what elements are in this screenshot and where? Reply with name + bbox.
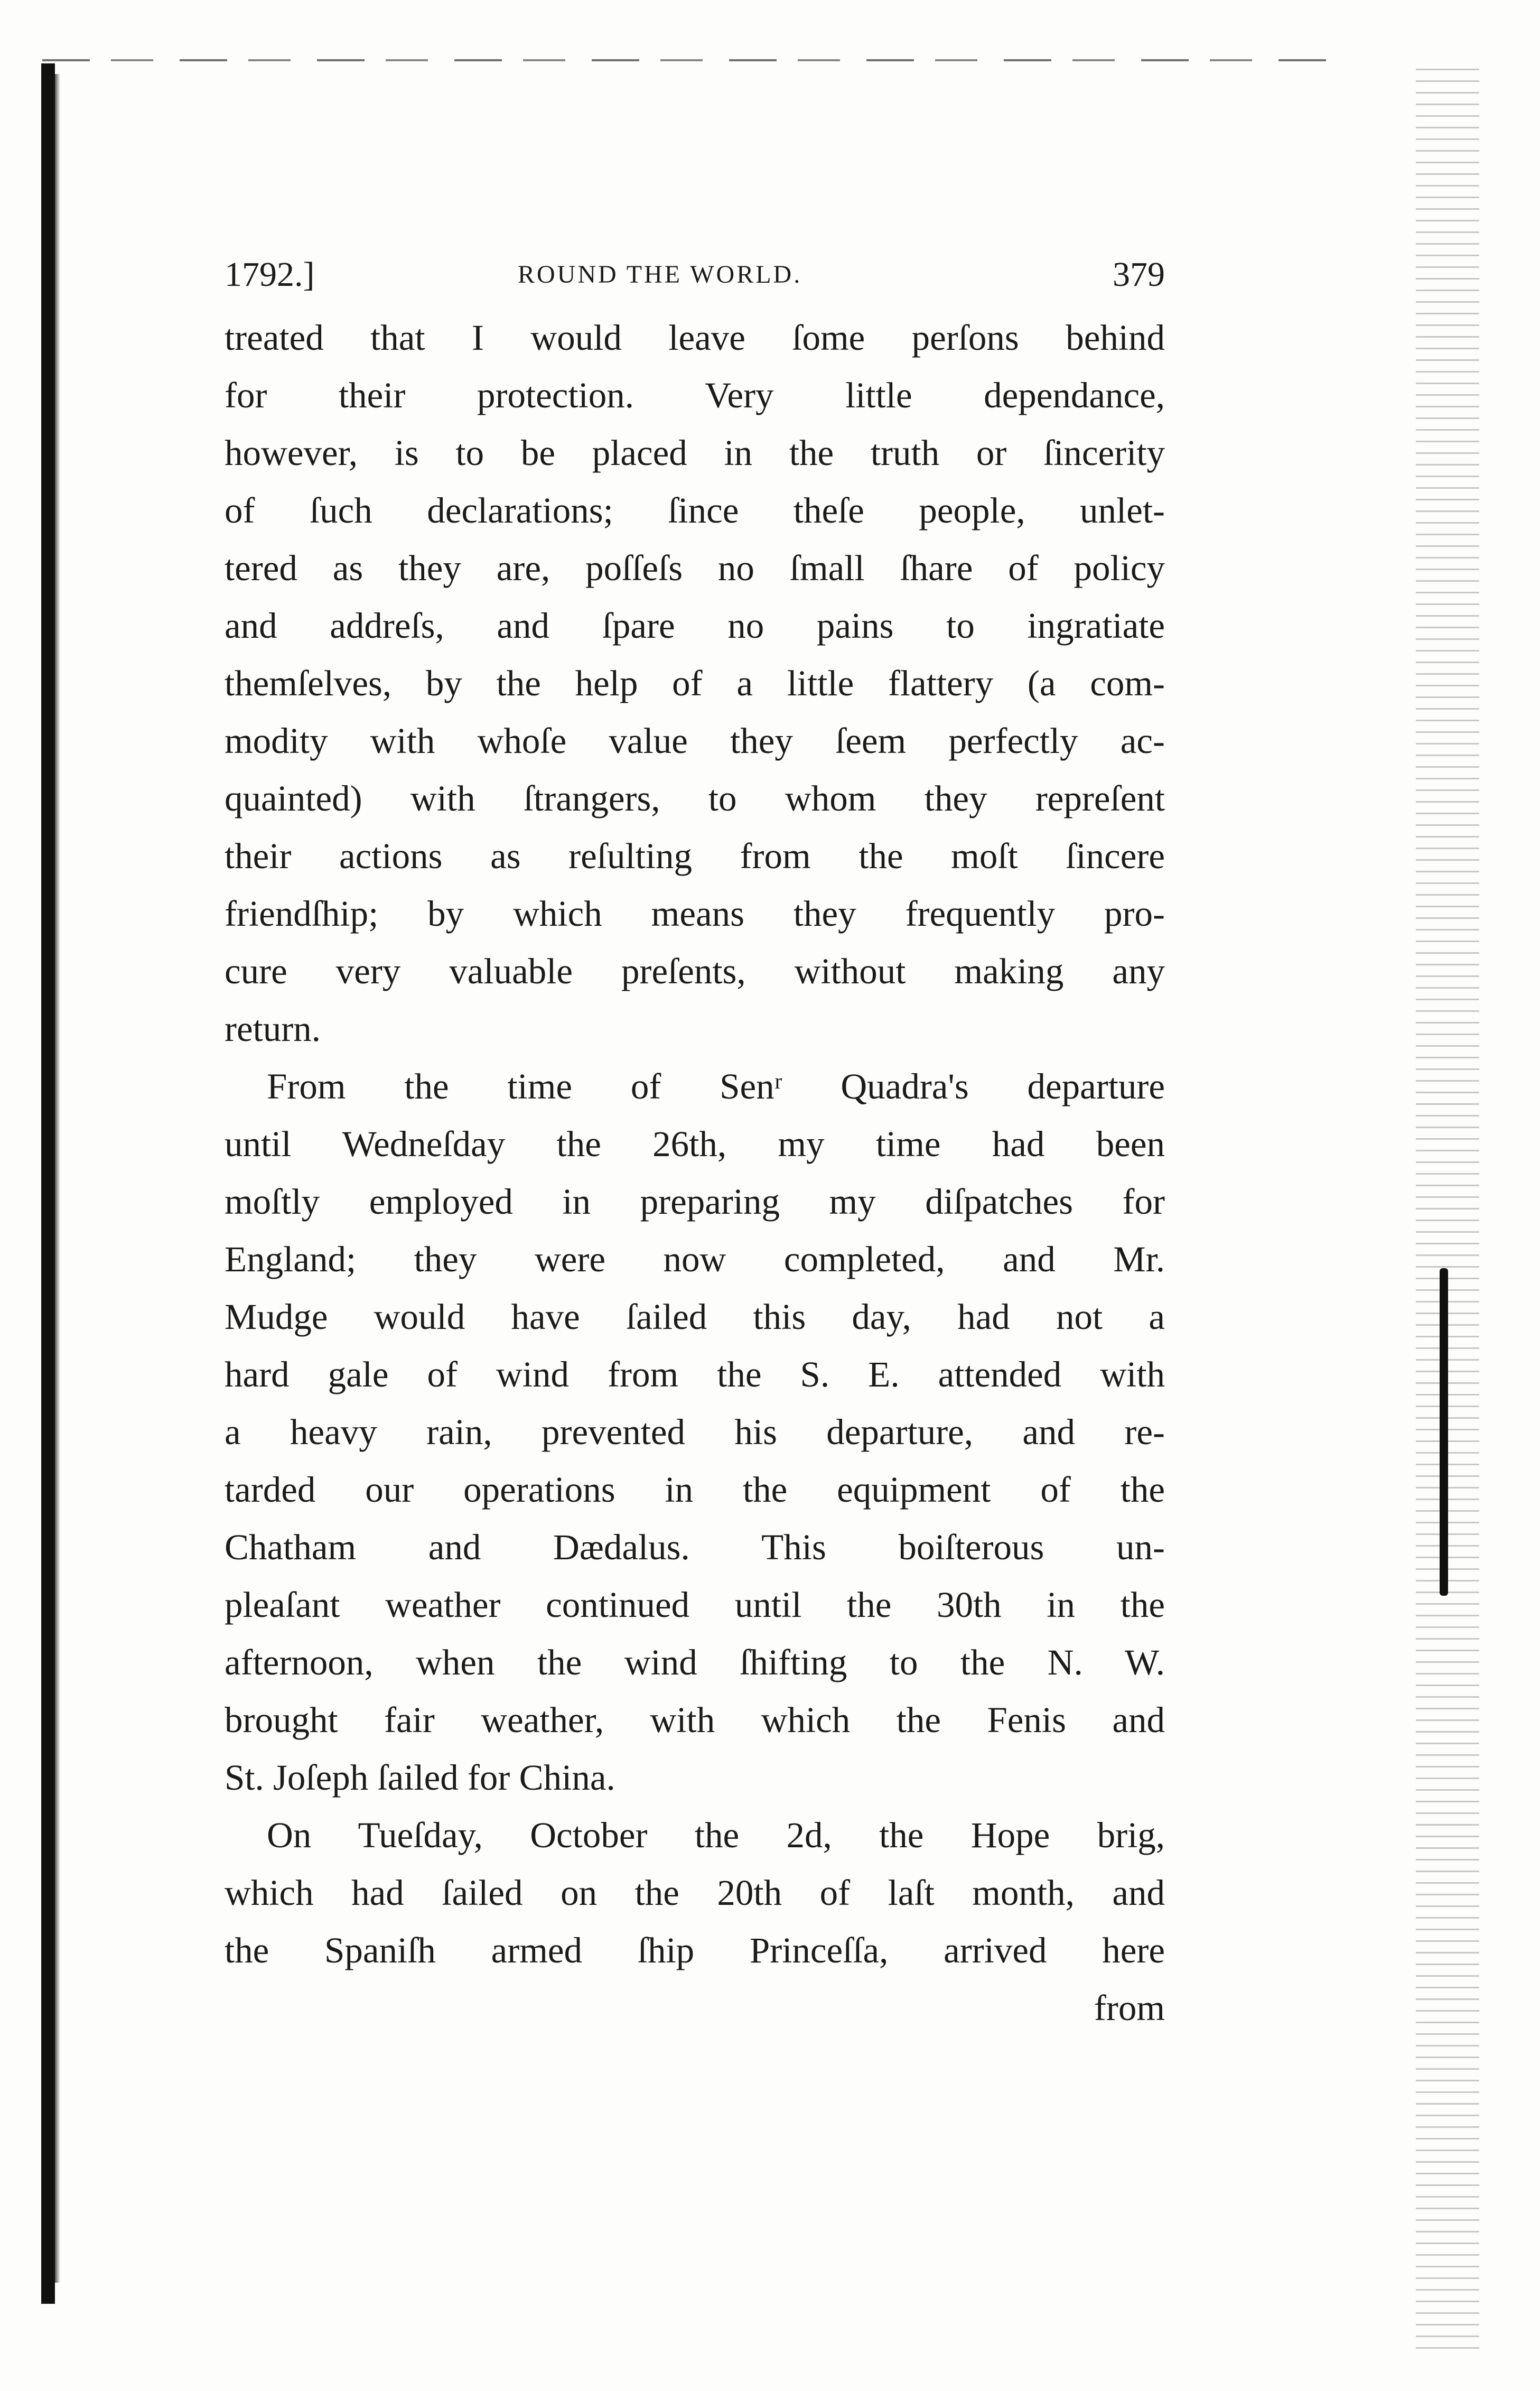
text-line: On Tueſday, October the 2d, the Hope brig, [267,1815,1165,1855]
text-line: themſelves, by the help of a little flattery (a com- [225,663,1165,703]
text-line: for their protection. Very little dependance, [225,375,1165,415]
text-line: which had ſailed on the 20th of laſt month, and [225,1873,1165,1913]
catchword: from [1094,1988,1165,2028]
text-line: cure very valuable preſents, without making any [225,951,1165,991]
text-line: From the time of Senʳ Quadra's departure [267,1066,1165,1106]
text-line: of ſuch declarations; ſince theſe people, unlet- [225,490,1165,531]
text-line: a heavy rain, prevented his departure, and re- [225,1412,1165,1452]
page-number: 379 [1113,255,1165,294]
text-line: brought fair weather, with which the Fenis and [225,1700,1165,1740]
margin-ink-mark [1440,1268,1448,1596]
book-binding-edge [41,63,55,2304]
text-line: St. Joſeph ſailed for China. [225,1757,615,1798]
text-line: their actions as reſulting from the moſt ſincere [225,836,1165,876]
text-line: until Wedneſday the 26th, my time had been [225,1124,1165,1164]
binding-shadow [55,74,60,2283]
text-line: pleaſant weather continued until the 30th in the [225,1585,1165,1625]
header-title: ROUND THE WORLD. [518,261,802,289]
page-top-edge [42,59,1342,61]
text-line: quainted) with ſtrangers, to whom they repreſent [225,778,1165,818]
text-line: the Spaniſh armed ſhip Princeſſa, arrived here [225,1930,1165,1970]
running-header [225,248,1165,301]
body-text [225,309,1165,2037]
text-line: tered as they are, poſſeſs no ſmall ſhare of policy [225,548,1165,588]
text-line: moſtly employed in preparing my diſpatches for [225,1181,1165,1222]
text-line: however, is to be placed in the truth or ſincerity [225,433,1165,473]
text-line: tarded our operations in the equipment of the [225,1469,1165,1510]
text-line: friendſhip; by which means they frequently pro- [225,894,1165,934]
text-line: treated that I would leave ſome perſons behind [225,318,1165,358]
text-line: hard gale of wind from the S. E. attended with [225,1354,1165,1394]
text-line: and addreſs, and ſpare no pains to ingratiate [225,606,1165,646]
page-right-edge [1416,69,1479,2357]
text-line: Chatham and Dædalus. This boiſterous un- [225,1527,1165,1567]
text-line: afternoon, when the wind ſhifting to the N. W. [225,1642,1165,1682]
text-line: return. [225,1009,321,1049]
text-line: England; they were now completed, and Mr. [225,1239,1165,1279]
text-line: modity with whoſe value they ſeem perfectly ac- [225,721,1165,761]
text-line: Mudge would have ſailed this day, had not a [225,1297,1165,1337]
header-year: 1792.] [225,255,315,294]
